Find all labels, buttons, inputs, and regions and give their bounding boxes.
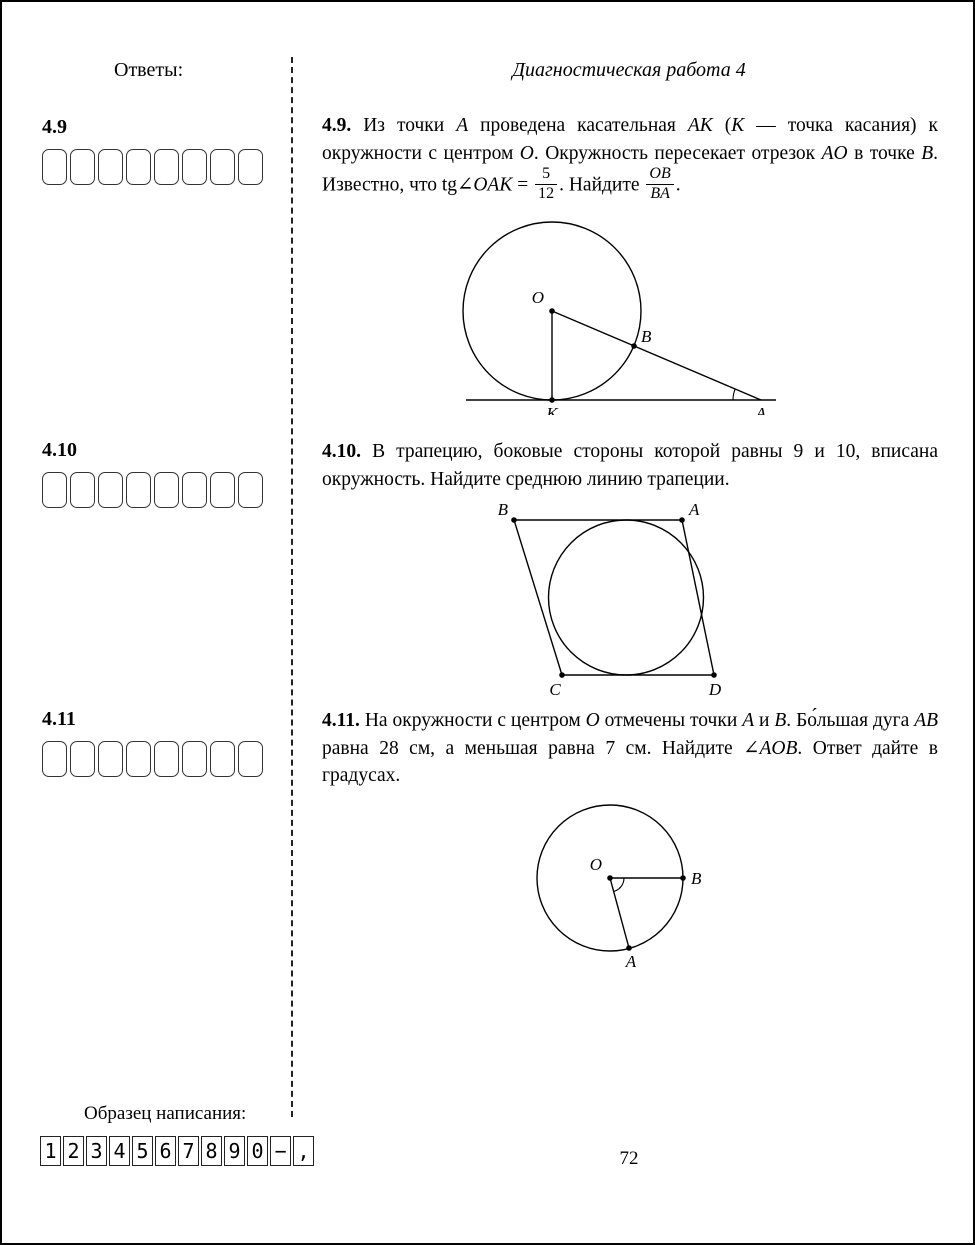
- figure-4-11: [523, 797, 713, 982]
- answer-number-4-9: 4.9: [42, 116, 67, 138]
- dashed-divider: [291, 57, 293, 1117]
- sample-writing-row: [40, 1136, 314, 1166]
- text-segment: . Бо́льшая дуга: [786, 710, 915, 731]
- answer-cell: [126, 741, 151, 777]
- angle-mark-aob: [614, 878, 624, 892]
- point-b: [511, 517, 517, 523]
- fraction: $\frac{5}{12}$: [535, 165, 557, 203]
- trapezoid: [514, 520, 714, 675]
- text-segment: B: [921, 142, 934, 164]
- text-segment: . Известно, что tg∠: [322, 142, 938, 196]
- text-segment: — точка касания) к окружности с центром: [322, 115, 938, 164]
- text-segment: равна 28 см, а меньшая равна 7 см. Найдите ∠: [322, 737, 760, 759]
- label-b: B: [641, 327, 652, 346]
- answer-cell: [154, 149, 179, 185]
- inscribed-circle: [549, 520, 704, 675]
- answer-cell: [98, 149, 123, 185]
- answer-cell: [126, 149, 151, 185]
- problem-4-10-text: [322, 438, 938, 493]
- text-segment: Из точки: [351, 115, 457, 136]
- problem-4-9-text: [322, 112, 938, 205]
- answer-cell: [154, 741, 179, 777]
- sample-char-cell: 0: [247, 1136, 268, 1166]
- figure-4-10-svg: [470, 502, 760, 702]
- sample-char-cell: 8: [201, 1136, 222, 1166]
- label-b: B: [691, 869, 702, 888]
- figure-4-9-svg: [454, 215, 789, 415]
- label-o: O: [589, 855, 602, 874]
- text-segment: K: [731, 115, 745, 136]
- sample-char-cell: 9: [224, 1136, 245, 1166]
- answer-cell: [70, 472, 95, 508]
- sample-char-cell: 7: [178, 1136, 199, 1166]
- point-a: [626, 945, 632, 951]
- answer-cells-4-11: [42, 741, 263, 777]
- label-c: C: [549, 680, 561, 699]
- answer-cell: [42, 149, 67, 185]
- text-segment: и: [754, 710, 775, 731]
- answer-cell: [98, 472, 123, 508]
- answer-cell: [126, 472, 151, 508]
- sample-char-cell: 3: [86, 1136, 107, 1166]
- answer-cell: [70, 149, 95, 185]
- sample-char-cell: 1: [40, 1136, 61, 1166]
- point-b: [631, 343, 637, 349]
- sample-char-cell: −: [270, 1136, 291, 1166]
- point-c: [559, 672, 565, 678]
- answer-cell: [42, 741, 67, 777]
- text-segment: AK: [687, 115, 713, 136]
- segment-ao: [552, 311, 761, 400]
- answer-cell: [210, 149, 235, 185]
- point-d: [711, 672, 717, 678]
- text-segment: . Найдите: [559, 174, 645, 196]
- label-a: A: [755, 404, 767, 415]
- text-segment: (: [712, 115, 732, 136]
- point-o: [607, 875, 613, 881]
- fraction: $\frac{OB}{BA}$: [646, 165, 673, 203]
- sample-char-cell: 5: [132, 1136, 153, 1166]
- answer-number-4-10: 4.10: [42, 439, 77, 461]
- text-segment: =: [512, 174, 534, 196]
- label-o: O: [531, 288, 544, 307]
- figure-4-11-svg: [523, 797, 713, 977]
- answer-cell: [154, 472, 179, 508]
- text-segment: отмечены точки: [599, 710, 743, 731]
- answer-cell: [182, 149, 207, 185]
- label-k: K: [546, 404, 558, 415]
- problem-4-11-text: [322, 707, 938, 790]
- point-b: [680, 875, 686, 881]
- label-b: B: [497, 502, 508, 519]
- answer-cell: [182, 741, 207, 777]
- page-title: Диагностическая работа 4: [512, 59, 746, 81]
- text-segment: B: [774, 710, 787, 731]
- answer-cell: [238, 741, 263, 777]
- text-segment: На окружности с центром: [359, 710, 586, 731]
- sample-char-cell: 6: [155, 1136, 176, 1166]
- page-number: 72: [619, 1148, 639, 1169]
- label-d: D: [708, 680, 722, 699]
- angle-mark-a: [733, 389, 735, 400]
- text-segment: OAK: [473, 174, 513, 196]
- figure-4-9: [454, 215, 789, 420]
- sample-char-cell: 2: [63, 1136, 84, 1166]
- sample-writing-label: Образец написания:: [84, 1103, 247, 1124]
- text-segment: AOB: [759, 737, 798, 759]
- sample-char-cell: ,: [293, 1136, 314, 1166]
- point-a: [679, 517, 685, 523]
- text-segment: .: [675, 174, 681, 196]
- text-segment: . Окружность пересекает отрезок: [533, 142, 822, 164]
- answer-cells-4-10: [42, 472, 263, 508]
- text-segment: В трапецию, боковые стороны которой равны 9 и 10, вписана окружность. Найдите среднюю линию трапеции.: [322, 441, 938, 490]
- answer-cell: [210, 472, 235, 508]
- answer-cell: [182, 472, 207, 508]
- text-segment: O: [519, 142, 534, 164]
- text-segment: проведена касательная: [468, 115, 688, 136]
- text-segment: O: [585, 710, 600, 731]
- answers-header: Ответы:: [114, 59, 184, 81]
- text-segment: 4.11.: [322, 710, 360, 731]
- text-segment: AB: [914, 710, 939, 731]
- sample-char-cell: 4: [109, 1136, 130, 1166]
- point-o: [549, 308, 555, 314]
- answer-number-4-11: 4.11: [42, 708, 76, 730]
- label-a: A: [689, 502, 700, 519]
- label-a: A: [625, 952, 637, 971]
- answer-cells-4-9: [42, 149, 263, 185]
- text-segment: A: [456, 115, 469, 136]
- text-segment: 4.9.: [322, 115, 352, 136]
- text-segment: . Ответ дайте в градусах.: [322, 737, 938, 787]
- answer-cell: [238, 149, 263, 185]
- text-segment: в точке: [847, 142, 922, 164]
- figure-4-10: [470, 502, 760, 707]
- text-segment: AO: [821, 142, 848, 164]
- answer-cell: [210, 741, 235, 777]
- answer-cell: [70, 741, 95, 777]
- answer-cell: [238, 472, 263, 508]
- point-k: [549, 397, 555, 403]
- answer-cell: [42, 472, 67, 508]
- text-segment: 4.10.: [322, 441, 361, 462]
- text-segment: A: [742, 710, 755, 731]
- answer-cell: [98, 741, 123, 777]
